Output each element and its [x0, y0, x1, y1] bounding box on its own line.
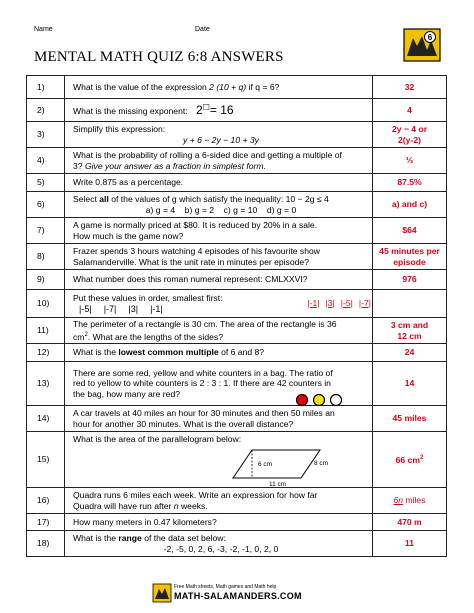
question-text: Frazer spends 3 hours watching 4 episodes of his favourite show Salamanderville. What is the unit rate in minutes per episode?: [65, 244, 373, 270]
answer: 6n miles: [373, 488, 447, 514]
question-row-8: [27, 244, 447, 270]
question-row-2: [27, 99, 447, 122]
absolute-values: |-5| |-7| |3| |-1|: [79, 303, 163, 314]
answer: 4: [373, 99, 447, 122]
footer: [150, 583, 330, 603]
quiz-table: [26, 75, 447, 557]
footer-url[interactable]: MATH-SALAMANDERS.COM: [174, 591, 302, 601]
svg-text:6: 6: [427, 33, 433, 42]
question-text: What is the missing exponent: 2☐= 16: [65, 99, 373, 122]
answer: 32: [373, 76, 447, 99]
question-text: What is the lowest common multiple of 6 and 8?: [65, 344, 373, 362]
question-text: What number does this roman numeral represent: CMLXXVI?: [65, 270, 373, 290]
question-row-1: [27, 76, 447, 99]
question-row-9: [27, 270, 447, 290]
question-text: Write 0.875 as a percentage.: [65, 174, 373, 192]
answer: ⅓: [373, 148, 447, 174]
question-row-10: [27, 290, 447, 318]
question-number: 18): [27, 531, 65, 557]
svg-text:8 cm: 8 cm: [314, 460, 329, 467]
question-text: Put these values in order, smallest first: |-5| |-7| |3| |-1| |-1| |3| |-5| |-7|: [65, 290, 373, 318]
question-text: What is the value of the expression 2 (10 + q) if q = 6?: [65, 76, 373, 99]
question-text: Simplify this expression: y + 6 − 2y − 10 + 3y: [65, 122, 373, 148]
footer-tagline: Free Math sheets, Math games and Math help: [174, 584, 277, 590]
question-text: There are some red, yellow and white counters in a bag. The ratio of red to yellow to white counters is 2 : 3 : 1. If there are 42 counters in the bag, how many are red?: [65, 362, 373, 406]
question-row-18: [27, 531, 447, 557]
question-row-17: [27, 514, 447, 531]
red-counter: [297, 395, 308, 406]
name-label: Name: [34, 26, 53, 33]
question-number: 15): [27, 432, 65, 488]
question-number: 16): [27, 488, 65, 514]
question-row-5: [27, 174, 447, 192]
svg-text:6 cm: 6 cm: [258, 461, 273, 468]
question-number: 1): [27, 76, 65, 99]
question-number: 11): [27, 318, 65, 344]
answer: 14: [373, 362, 447, 406]
math-salamanders-logo-icon: [403, 28, 441, 62]
question-number: 3): [27, 122, 65, 148]
question-text: What is the area of the parallelogram below: 6 cm 8 cm 11 cm: [65, 432, 373, 488]
answer: 66 $cm^2$: [373, 432, 447, 488]
question-row-12: [27, 344, 447, 362]
question-text: Quadra runs 6 miles each week. Write an expression for how far Quadra will have run after n weeks.: [65, 488, 373, 514]
question-row-15: [27, 432, 447, 488]
question-text: A game is normally priced at $80. It is reduced by 20% in a sale. How much is the game now?: [65, 218, 373, 244]
question-text: A car travels at 40 miles an hour for 30 minutes and then 50 miles an hour for another 30 minutes. What is the overall distance?: [65, 406, 373, 432]
answer: 87.5%: [373, 174, 447, 192]
question-number: 14): [27, 406, 65, 432]
svg-text:11 cm: 11 cm: [269, 481, 287, 488]
question-number: 4): [27, 148, 65, 174]
question-number: 17): [27, 514, 65, 531]
answer: $64: [373, 218, 447, 244]
question-row-7: [27, 218, 447, 244]
answer: 470 m: [373, 514, 447, 531]
question-text: How many meters in 0.47 kilometers?: [65, 514, 373, 531]
question-row-4: [27, 148, 447, 174]
answer: 2y − 4 or 2(y-2): [373, 122, 447, 148]
question-row-13: [27, 362, 447, 406]
question-text: The perimeter of a rectangle is 30 cm. The area of the rectangle is 36 $cm^2$. What are the lengths of the sides?: [65, 318, 373, 344]
question-number: 2): [27, 99, 65, 122]
question-number: 10): [27, 290, 65, 318]
answer: 11: [373, 531, 447, 557]
question-text: Select all of the values of g which satisfy the inequality: 10 − 2g ≤ 4 a) g = 4 b) g = 2 c) g = 10 d) g = 0: [65, 192, 373, 218]
answer: 976: [373, 270, 447, 290]
question-row-6: [27, 192, 447, 218]
parallelogram-diagram: [230, 445, 330, 488]
question-number: 8): [27, 244, 65, 270]
salamander-logo-icon: [152, 583, 172, 603]
answer: a) and c): [373, 192, 447, 218]
page-title: MENTAL MATH QUIZ 6:8 ANSWERS: [34, 49, 284, 65]
date-label: Date: [195, 26, 210, 33]
question-number: 12): [27, 344, 65, 362]
question-text: What is the range of the data set below: -2, -5, 0, 2, 6, -3, -2, -1, 0, 2, 0: [65, 531, 373, 557]
question-row-11: [27, 318, 447, 344]
answer: 3 cm and 12 cm: [373, 318, 447, 344]
question-row-14: [27, 406, 447, 432]
question-number: 13): [27, 362, 65, 406]
yellow-counter: [314, 395, 325, 406]
question-number: 5): [27, 174, 65, 192]
question-text: What is the probability of rolling a 6-sided dice and getting a multiple of 3? Give your answer as a fraction in simplest form.: [65, 148, 373, 174]
question-number: 6): [27, 192, 65, 218]
answer: |-1| |3| |-5| |-7|: [307, 298, 371, 308]
answer: 45 miles: [373, 406, 447, 432]
question-number: 7): [27, 218, 65, 244]
answer: 45 minutes per episode: [373, 244, 447, 270]
question-number: 9): [27, 270, 65, 290]
question-row-16: [27, 488, 447, 514]
question-row-3: [27, 122, 447, 148]
answer: 24: [373, 344, 447, 362]
counters-illustration: [295, 393, 347, 407]
white-counter: [331, 395, 342, 406]
